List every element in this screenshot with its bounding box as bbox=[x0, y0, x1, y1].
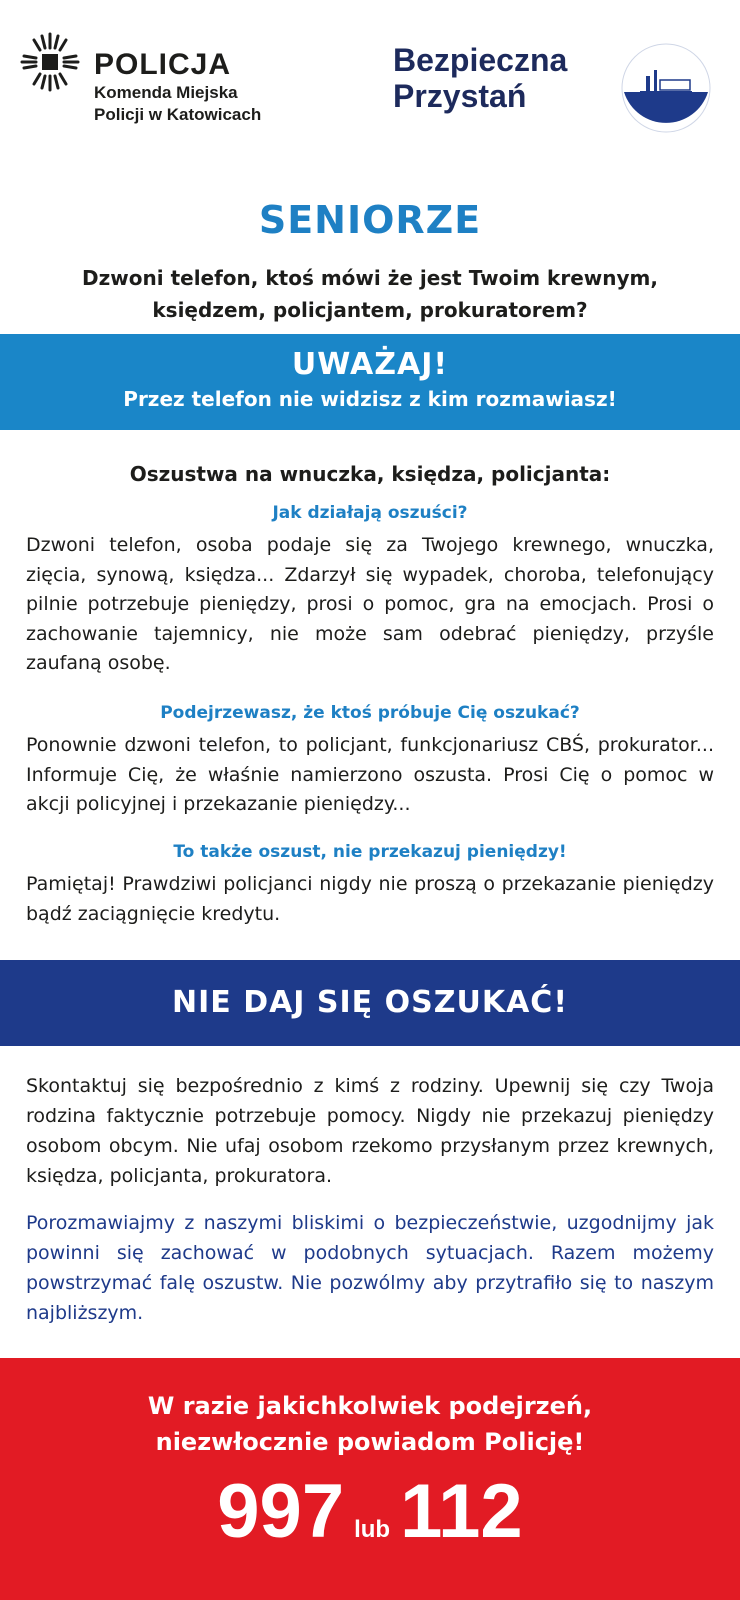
header bbox=[0, 0, 740, 160]
emergency-band bbox=[0, 1358, 740, 1600]
police-subtitle-line2: Policji w Katowicach bbox=[94, 105, 262, 124]
intro-question bbox=[40, 262, 700, 326]
police-wordmark bbox=[94, 48, 261, 126]
page-title: SENIORZE bbox=[258, 198, 482, 242]
how-heading: Jak działają oszuści? bbox=[272, 503, 468, 523]
how-text: Dzwoni telefon, osoba podaje się za Twojego krewnego, wnuczka, zięcia, synową, księdza... Zdarzył się wypadek, choroba, telefonujący pilnie potrzebuje pieniędzy, prosi o pomoc, gra na emocjach. Prosi o zachowanie tajemnicy, nie może sam odebrać pieniędzy, przyśle zaufaną osobę. bbox=[26, 534, 714, 674]
scams-heading: Oszustwa na wnuczka, księdza, policjanta: bbox=[129, 462, 611, 486]
or-word: lub bbox=[354, 1516, 391, 1543]
also-text: Pamiętaj! Prawdziwi policjanci nigdy nie proszą o przekazanie pieniędzy bądź zaciągnięcie kredytu. bbox=[26, 873, 714, 925]
warning-band bbox=[0, 334, 740, 430]
suspect-heading: Podejrzewasz, że ktoś próbuje Cię oszukać? bbox=[160, 703, 580, 723]
intro-question-line2: księdzem, policjantem, prokuratorem? bbox=[152, 298, 588, 322]
also-heading: To także oszust, nie przekazuj pieniędzy! bbox=[173, 842, 567, 862]
campaign-title-line1: Bezpieczna bbox=[393, 42, 568, 78]
warning-headline: UWAŻAJ! bbox=[291, 347, 449, 382]
police-star-logo bbox=[18, 30, 82, 94]
police-title: POLICJA bbox=[94, 48, 232, 81]
intro-question-line1: Dzwoni telefon, ktoś mówi że jest Twoim krewnym, bbox=[82, 266, 658, 290]
emergency-call-line1: W razie jakichkolwiek podejrzeń, bbox=[147, 1392, 593, 1420]
talk-text: Porozmawiajmy z naszymi bliskimi o bezpieczeństwie, uzgodnijmy jak powinni się zachować w podobnych sytuacjach. Razem możemy powstrzymać falę oszustw. Nie pozwólmy aby przytrafiło się to naszym najbliższym. bbox=[26, 1212, 714, 1324]
emergency-number-997: 997 bbox=[217, 1469, 345, 1554]
harbor-logo-icon bbox=[620, 42, 712, 134]
suspect-text: Ponownie dzwoni telefon, to policjant, funkcjonariusz CBŚ, prokurator... Informuje Cię, że właśnie namierzono oszusta. Prosi Cię o pomoc w akcji policyjnej i przekazanie pieniędzy... bbox=[26, 734, 714, 815]
emergency-call-line2: niezwłocznie powiadom Policję! bbox=[155, 1428, 585, 1456]
emergency-number-112: 112 bbox=[400, 1469, 523, 1554]
emergency-call bbox=[0, 1358, 740, 1460]
warning-subline: Przez telefon nie widzisz z kim rozmawiasz! bbox=[123, 387, 617, 411]
campaign-wordmark bbox=[393, 42, 623, 114]
emergency-numbers bbox=[0, 1470, 740, 1554]
campaign-title-line2: Przystań bbox=[393, 78, 527, 114]
police-subtitle-line1: Komenda Miejska bbox=[94, 83, 238, 102]
do-not-get-scammed-band: NIE DAJ SIĘ OSZUKAĆ! bbox=[0, 960, 740, 1046]
advice-text: Skontaktuj się bezpośrednio z kimś z rodziny. Upewnij się czy Twoja rodzina faktycznie potrzebuje pomocy. Nigdy nie przekazuj pieniędzy osobom obcym. Nie ufaj osobom rzekomo przysłanym przez krewnych, księdza, policjanta, prokuratora. bbox=[26, 1075, 714, 1187]
